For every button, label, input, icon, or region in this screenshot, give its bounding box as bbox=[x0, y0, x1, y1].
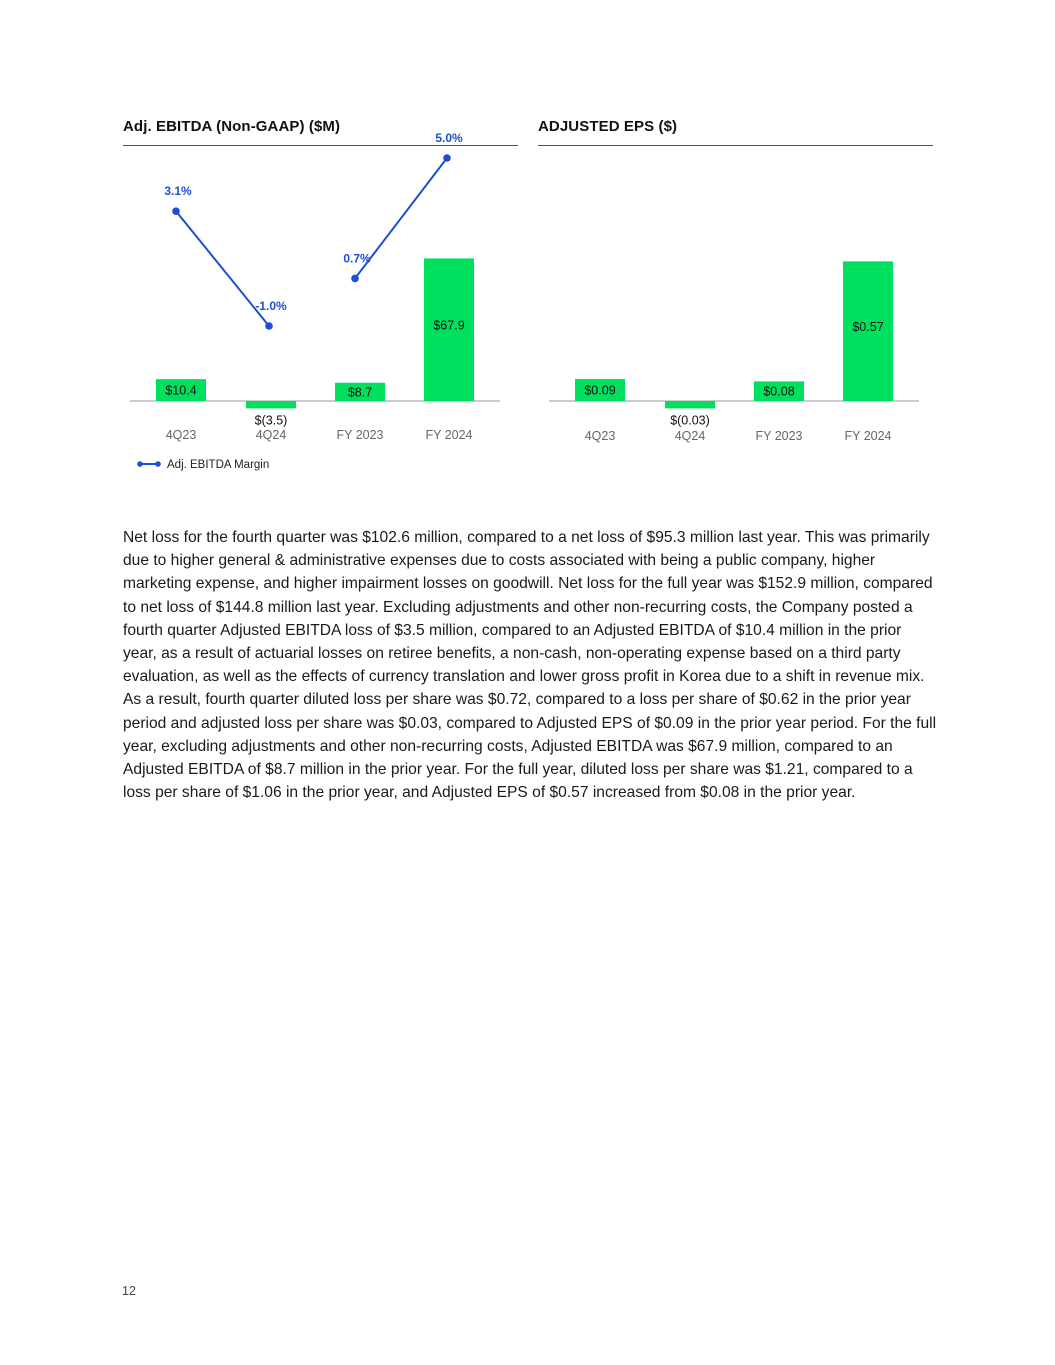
x-tick-label: FY 2023 bbox=[755, 429, 803, 443]
margin-value-label: 3.1% bbox=[164, 184, 192, 199]
x-tick-label: 4Q24 bbox=[674, 429, 706, 443]
bar-value-label: $(0.03) bbox=[670, 413, 710, 428]
page-number: 12 bbox=[122, 1284, 136, 1298]
eps-chart-svg bbox=[538, 146, 933, 476]
x-tick-label: FY 2024 bbox=[425, 428, 473, 442]
margin-point bbox=[172, 207, 180, 215]
bar-value-label: $0.09 bbox=[584, 383, 616, 398]
x-tick-label: 4Q24 bbox=[255, 428, 287, 442]
bar-value-label: $0.57 bbox=[852, 320, 884, 335]
legend-label: Adj. EBITDA Margin bbox=[167, 459, 270, 471]
margin-value-label: -1.0% bbox=[255, 299, 287, 313]
bar-value-label: $8.7 bbox=[347, 385, 373, 400]
bar-value-label: $(3.5) bbox=[254, 413, 288, 428]
ebitda-chart bbox=[123, 118, 518, 476]
margin-point bbox=[265, 322, 273, 330]
margin-point bbox=[443, 154, 451, 162]
margin-value-label: 5.0% bbox=[435, 131, 463, 145]
body-paragraph: Net loss for the fourth quarter was $102.6 million, compared to a net loss of $95.3 million last year. This was primarily due to higher general & administrative expenses due to costs associated with being a public company, higher marketing expense, and higher impairment losses on goodwill. Net loss for the full year was $152.9 million, compared to net loss of $144.8 million last year. Excluding adjustments and other non-recurring costs, the Company posted a fourth quarter Adjusted EBITDA loss of $3.5 million, compared to an Adjusted EBITDA of $10.4 million in the prior year, as a result of actuarial losses on retiree benefits, a non-cash, non-operating expense based on a third party evaluation, as well as the effects of currency translation and lower gross profit in Korea due to a shift in revenue mix. As a result, fourth quarter diluted loss per share was $0.72, compared to a loss per share of $0.62 in the prior year period and adjusted loss per share was $0.03, compared to Adjusted EPS of $0.09 in the prior year period. For the full year, excluding adjustments and other non-recurring costs, Adjusted EBITDA was $67.9 million, compared to an Adjusted EBITDA of $8.7 million in the prior year. For the full year, diluted loss per share was $1.21, compared to a loss per share of $1.06 in the prior year, and Adjusted EPS of $0.57 increased from $0.08 in the prior year. bbox=[123, 529, 937, 802]
bar bbox=[665, 401, 715, 408]
bar-value-label: $10.4 bbox=[165, 383, 197, 398]
eps-chart-title: ADJUSTED EPS ($) bbox=[538, 118, 933, 146]
bar-value-label: $0.08 bbox=[763, 384, 795, 399]
x-tick-label: 4Q23 bbox=[584, 429, 616, 443]
bar bbox=[246, 401, 296, 408]
legend-marker bbox=[155, 461, 161, 467]
margin-value-label: 0.7% bbox=[343, 251, 371, 266]
x-tick-label: FY 2024 bbox=[844, 429, 892, 443]
legend-marker bbox=[137, 461, 143, 467]
x-tick-label: 4Q23 bbox=[165, 428, 197, 442]
eps-chart bbox=[538, 118, 933, 476]
x-tick-label: FY 2023 bbox=[336, 428, 384, 442]
ebitda-chart-svg bbox=[123, 131, 518, 476]
ebitda-chart-title: Adj. EBITDA (Non-GAAP) ($M) bbox=[123, 118, 518, 146]
bar-value-label: $67.9 bbox=[433, 318, 465, 333]
margin-point bbox=[351, 275, 359, 283]
